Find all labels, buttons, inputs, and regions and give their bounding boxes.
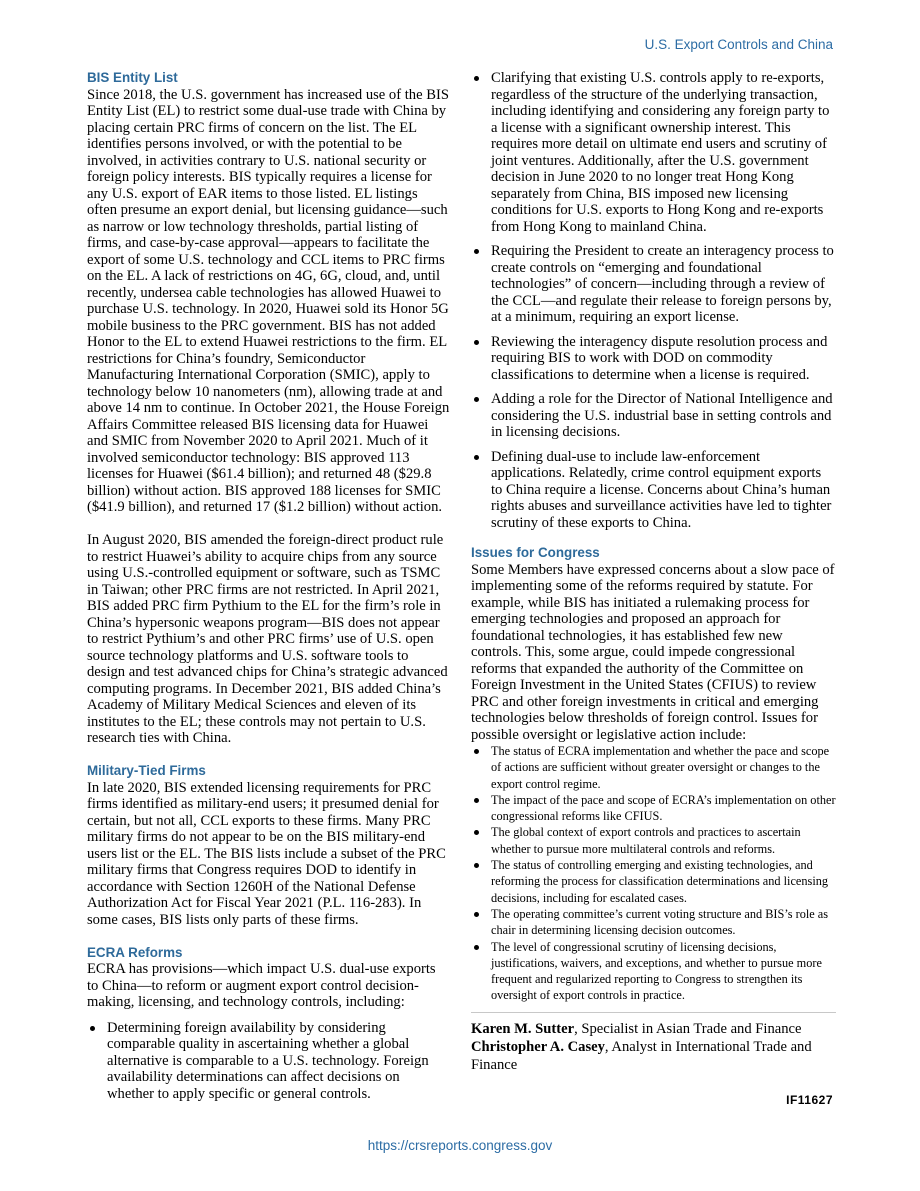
- section-heading-issues-for-congress: Issues for Congress: [471, 545, 600, 560]
- list-item: The operating committee’s current voting structure and BIS’s role as chair in determining licensing decision outcomes.: [471, 906, 836, 939]
- report-id: IF11627: [786, 1093, 833, 1107]
- paragraph: In August 2020, BIS amended the foreign-direct product rule to restrict Huawei’s ability to acquire chips from any source using U.S.-controlled equipment or software, such as TSMC in Taiwan; other PRC firms are not restricted. In April 2021, BIS added PRC firm Pythium to the EL for the firm’s role in China’s hypersonic weapons program—BIS does not appear to restrict Pythium’s and other PRC firms’ use of U.S. open source technology platforms and U.S. software tools to design and test advanced chips for China’s strategic advanced computing programs. In December 2021, BIS added China’s Academy of Military Medical Sciences and eleven of its institutes to the EL; these controls may not pertain to U.S. research ties with China.: [87, 532, 448, 746]
- list-item: Requiring the President to create an interagency process to create controls on “emerging and foundational technologies” of concern—including through a review of the CCL—and regulate their release to foreign persons by, at a minimum, requiring an export license.: [471, 243, 836, 326]
- footer-url-link[interactable]: https://crsreports.congress.gov: [367, 1138, 553, 1153]
- list-item: The level of congressional scrutiny of licensing decisions, justifications, waivers, and exceptions, and whether to pursue more frequent and regularized reporting to Congress to strengthen its oversight of export controls in practice.: [471, 939, 836, 1004]
- list-item: Reviewing the interagency dispute resolution process and requiring BIS to work with DOD on commodity classifications to determine when a license is required.: [471, 334, 836, 384]
- list-item: The impact of the pace and scope of ECRA’s implementation on other congressional reforms like CFIUS.: [471, 792, 836, 825]
- left-column: [87, 70, 450, 1110]
- paragraph: Since 2018, the U.S. government has increased use of the BIS Entity List (EL) to restrict some dual-use trade with China by placing certain PRC firms of concern on the list. The EL identifies persons involved, or with the potential to be involved, in activities contrary to U.S. national security or foreign policy interests. BIS typically requires a license for any U.S. export of EAR items to those listed. EL listings often presume an export denial, but licensing guidance—such as narrow or low technology thresholds, partial listing of firms, and case-by-case approval—appears to facilitate the export of some U.S. technology and CCL items to PRC firms on the EL. A lack of restrictions on 4G, 6G, cloud, and, until recently, undersea cable technologies has allowed Huawei to purchase U.S. technology. In 2020, Huawei sold its Honor 5G mobile business to the PRC government. BIS has not added Honor to the EL to extend Huawei restrictions to the firm. EL restrictions for China’s foundry, Semiconductor Manufacturing International Corporation (SMIC), apply to technology below 10 nanometers (nm), allowing trade at and above 14 nm to continue. In October 2021, the House Foreign Affairs Committee released BIS licensing data for Huawei and SMIC from November 2020 to April 2021. Much of it involved semiconductor technology: BIS approved 113 licenses for Huawei ($61.4 billion); and returned 48 ($29.8 billion) without action. BIS approved 188 licenses for SMIC ($41.9 billion), and returned 17 ($1.2 billion) without action.: [87, 86, 450, 515]
- section-heading-ecra-reforms: ECRA Reforms: [87, 944, 183, 960]
- section-heading-military-tied-firms: Military-Tied Firms: [87, 763, 206, 778]
- author-name: Karen M. Sutter: [471, 1020, 575, 1037]
- list-item: Clarifying that existing U.S. controls apply to re-exports, regardless of the structure of the underlying transaction, including identifying and considering any foreign party to a license with a significant ownership interest. This requires more detail on ultimate end users and scrutiny of joint ventures. Additionally, after the U.S. government decision in June 2020 to no longer treat Hong Kong separately from China, BIS imposed new licensing conditions for U.S. exports to Hong Kong and re-exports from Hong Kong to mainland China.: [471, 70, 836, 235]
- list-item: Adding a role for the Director of National Intelligence and considering the U.S. industrial base in setting controls and in licensing decisions.: [471, 391, 836, 441]
- list-item: The global context of export controls and practices to ascertain whether to pursue more multilateral controls and reforms.: [471, 824, 836, 857]
- ecra-bullet-list: [87, 1020, 450, 1103]
- issues-bullet-list: [471, 743, 836, 1004]
- list-item: The status of ECRA implementation and whether the pace and scope of actions are sufficient without greater oversight or changes to the export control regime.: [471, 743, 836, 792]
- paragraph: ECRA has provisions—which impact U.S. dual-use exports to China—to reform or augment export control decision-making, licensing, and technology controls, including:: [87, 961, 436, 1010]
- section-heading-bis-entity-list: BIS Entity List: [87, 70, 178, 85]
- ecra-bullet-list-continued: [471, 70, 836, 531]
- author-title: , Analyst in International Trade and Finance: [471, 1038, 812, 1073]
- author-name: Christopher A. Casey: [471, 1038, 605, 1055]
- author-line: [471, 1038, 836, 1074]
- paragraph: Some Members have expressed concerns about a slow pace of implementing some of the reforms required by statute. For example, while BIS has initiated a rulemaking process for emerging technologies and proposed an approach for foundational technologies, it has established few new controls. This, some argue, could impede congressional reforms that expanded the authority of the Committee on Foreign Investment in the United States (CFIUS) to review PRC and other foreign investments in critical and emerging technologies below thresholds of foreign control. Issues for possible oversight or legislative action include:: [471, 561, 835, 743]
- list-item: The status of controlling emerging and existing technologies, and reforming the process for classification determinations and licensing decisions, including for escalated cases.: [471, 857, 836, 906]
- author-divider: [471, 1012, 836, 1013]
- right-column: [471, 70, 836, 1074]
- running-header-title: U.S. Export Controls and China: [644, 37, 833, 52]
- list-item: Determining foreign availability by considering comparable quality in ascertaining whether a global alternative is comparable to a U.S. technology. Foreign availability determinations can affect decisions on whether to apply specific or general controls.: [87, 1020, 450, 1103]
- author-line: [471, 1020, 836, 1038]
- author-title: , Specialist in Asian Trade and Finance: [574, 1020, 802, 1037]
- paragraph: In late 2020, BIS extended licensing requirements for PRC firms identified as military-end users; it presumed denial for certain, but not all, CCL exports to these firms. Many PRC military firms do not appear to be on the BIS military-end users list or the EL. The BIS lists include a subset of the PRC military firms that Congress requires DOD to identify in accordance with Section 1260H of the National Defense Authorization Act for Fiscal Year 2021 (P.L. 116-283). In some cases, BIS lists only parts of these firms.: [87, 779, 446, 928]
- list-item: Defining dual-use to include law-enforcement applications. Relatedly, crime control equipment exports to China require a license. Concerns about China’s human rights abuses and surveillance activities have led to tighter scrutiny of these exports to China.: [471, 449, 836, 532]
